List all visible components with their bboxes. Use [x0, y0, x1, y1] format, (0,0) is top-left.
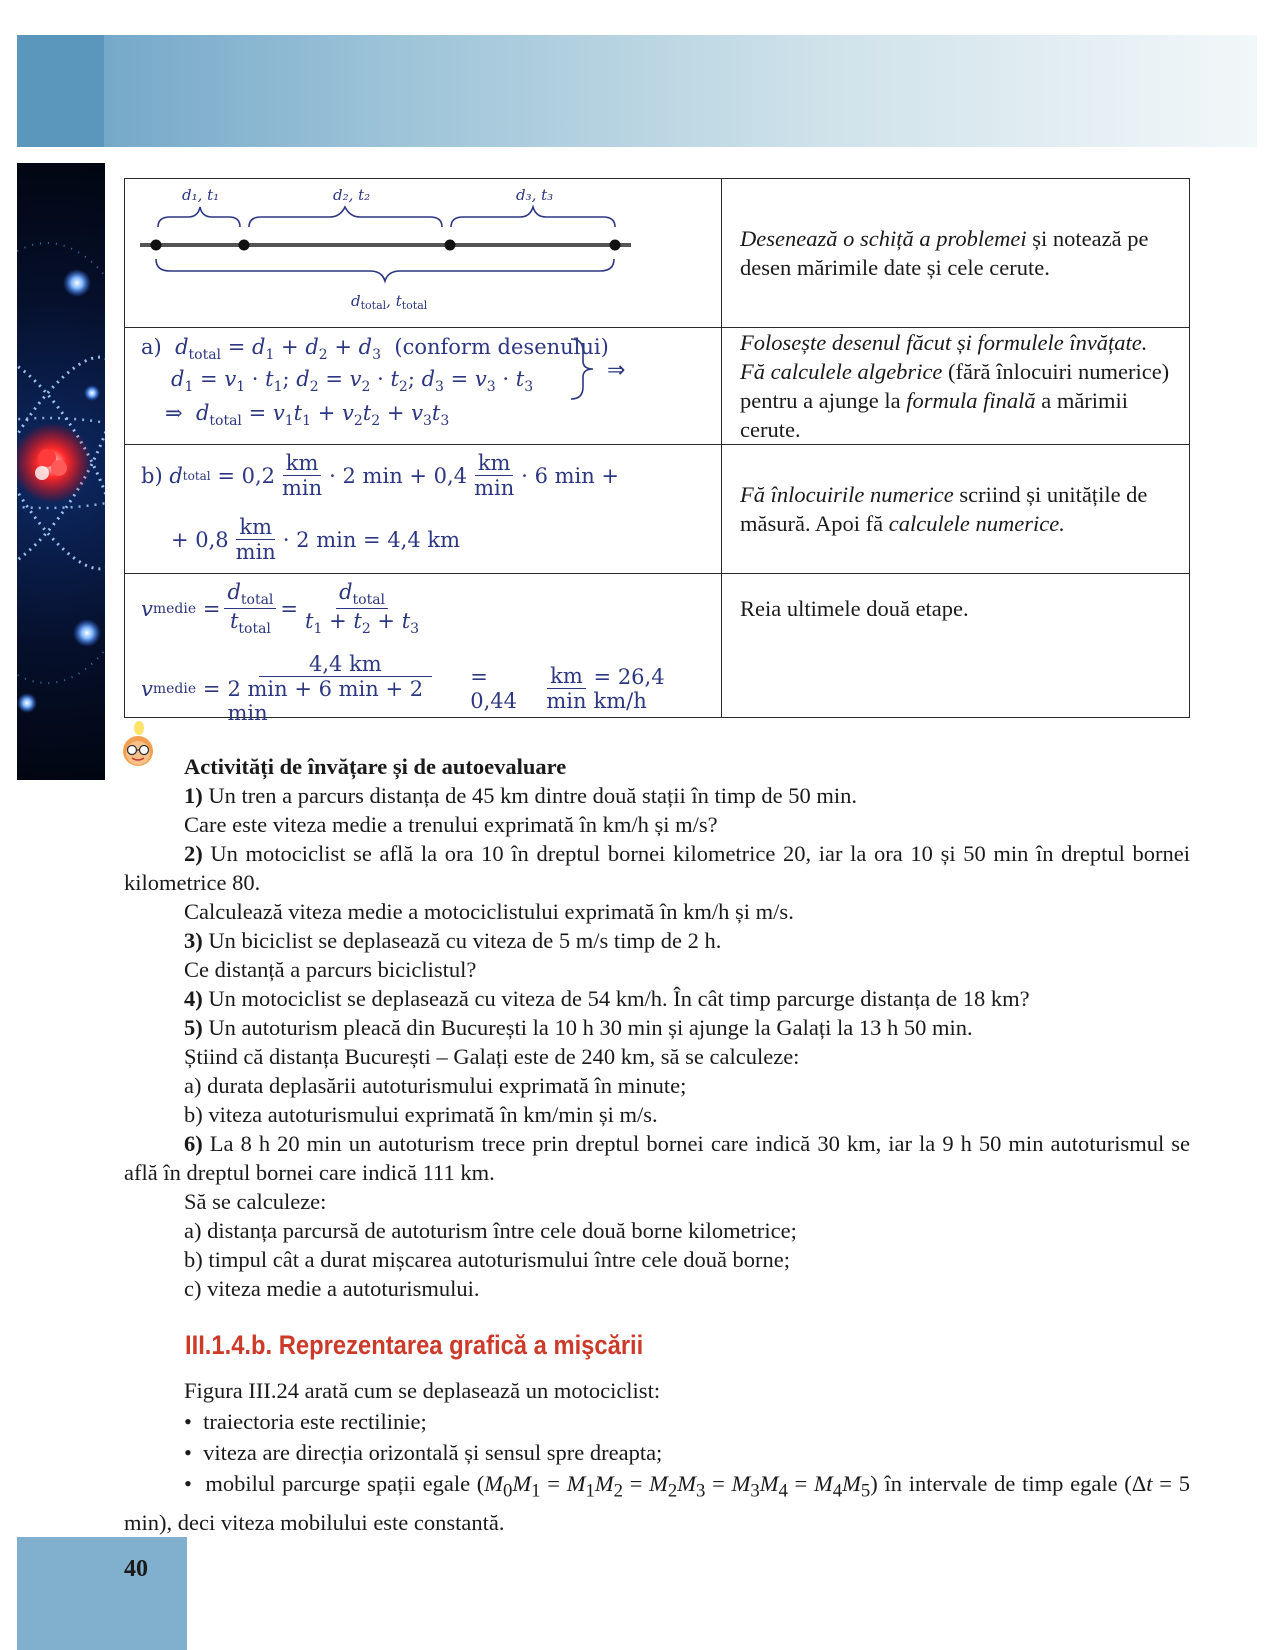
right-brace	[569, 337, 649, 401]
exercise-3: 3) Un biciclist se deplasează cu viteza de 5 m/s timp de 2 h.	[184, 928, 722, 953]
exercise-6-c: c) viteza medie a autoturismului.	[184, 1276, 480, 1301]
exercise-2: 2) Un motociclist se află la ora 10 în dreptul bornei kilometrice 20, iar la ora 10 și 50 min în dreptul bornei kilometrice 80.	[124, 841, 1191, 895]
table-row	[125, 574, 1190, 718]
activities-title: Activități de învățare și de autoevaluare	[184, 754, 567, 779]
exercise-5-given: Știind că distanța București – Galați este de 240 km, să se calculeze:	[184, 1044, 800, 1069]
step-instruction: Folosește desenul făcut și formulele învățate. Fă calculele algebrice (fără înlocuiri numerice) pentru a ajunge la formula finală a mărimii cerute.	[722, 328, 1190, 445]
page-number-box	[17, 1537, 187, 1650]
segment-diagram	[125, 179, 721, 322]
numeric-line-2: + 0,8 $\frac{km}{\min}$ · 2 min = 4,4 km	[171, 515, 461, 565]
segment-1-label: d₁, t₁	[182, 186, 220, 204]
page-number: 40	[124, 1556, 148, 1582]
exercise-6-b: b) timpul cât a durat mișcarea autoturismului între cele două borne;	[184, 1247, 791, 1272]
algebra-cell	[125, 328, 722, 445]
exercise-2-question: Calculează viteza medie a motociclistului exprimată în km/h și m/s.	[184, 899, 794, 924]
exercise-3-question: Ce distanță a parcurs biciclistul?	[184, 957, 477, 982]
graphic-representation-text	[124, 1375, 1190, 1538]
bullet-item: • mobilul parcurge spații egale $(M_0M_1 = M_1M_2 = M_2M_3 = M_3M_4 = M_4M_5)$ în intervale de timp egale (Δt = 5 min), deci viteza mobilului este constantă.	[124, 1471, 1190, 1535]
svg-text:⇒: ⇒	[607, 358, 626, 383]
brace-segment-3	[451, 207, 615, 227]
velocity-cell	[125, 574, 722, 726]
point-3	[610, 240, 621, 251]
header-band	[17, 35, 1257, 147]
algebra-line-3: ⇒ $d_{total} = v_1t_1 + v_2t_2 + v_3t_3$	[165, 401, 450, 429]
activities-section	[124, 752, 1190, 1303]
exercise-5: 5) Un autoturism pleacă din București la 10 h 30 min și ajunge la Galați la 13 h 50 min.	[184, 1015, 973, 1040]
step-instruction: Desenează o schiță a problemei și notează pe desen mărimile date și cele cerute.	[722, 179, 1190, 328]
brace-segment-2	[249, 207, 442, 227]
step-instruction: Fă înlocuirile numerice scriind și unitățile de măsură. Apoi fă calculele numerice.	[722, 445, 1190, 574]
brace-total	[156, 259, 614, 281]
step-instruction: Reia ultimele două etape.	[722, 574, 1190, 718]
atom-illustration	[17, 163, 105, 780]
bullet-item: • viteza are direcția orizontală și sensul spre dreapta;	[184, 1440, 663, 1465]
exercise-5-b: b) viteza autoturismului exprimată în km/min și m/s.	[184, 1102, 658, 1127]
solution-table	[124, 178, 1190, 726]
point-0	[151, 240, 162, 251]
exercise-5-a: a) durata deplasării autoturismului exprimată în minute;	[184, 1073, 687, 1098]
segment-3-label: d₃, t₃	[516, 186, 554, 204]
algebra-line-2: $d_1 = v_1 \cdot t_1$; $d_2 = v_2 \cdot t_2$; $d_3 = v_3 \cdot t_3$	[171, 367, 534, 395]
algebra-line-1: a) $d_{total} = d_1 + d_2 + d_3$ (conform desenului)	[141, 335, 609, 363]
table-row	[125, 179, 1190, 328]
numeric-line-1: b) d total = 0,2 $\frac{km}{\min}$ · 2 min + 0,4 $\frac{km}{\min}$ · 6 min +	[141, 451, 620, 501]
exercise-4: 4) Un motociclist se deplasează cu viteza de 54 km/h. În cât timp parcurge distanța de 18 km?	[184, 986, 1030, 1011]
velocity-formula: v medie = $\frac{d_{total}}{t_{total}}$ = $\frac{d_{total}}{t_1 + t_2 + t_3}$	[141, 580, 420, 638]
brace-segment-1	[158, 207, 240, 227]
bullet-item: • traiectoria este rectilinie;	[184, 1409, 427, 1434]
exercise-6-task: Să se calculeze:	[184, 1189, 327, 1214]
section-title: III.1.4.b. Reprezentarea grafică a mişcării	[185, 1330, 644, 1360]
table-row	[125, 328, 1190, 445]
header-tab	[17, 35, 104, 147]
total-label: $d_{total}$, $t_{total}$	[351, 292, 428, 312]
numeric-cell	[125, 445, 722, 574]
exercise-1: 1) Un tren a parcurs distanța de 45 km dintre două stații în timp de 50 min.	[184, 783, 857, 808]
exercise-6-a: a) distanța parcursă de autoturism între cele două borne kilometrice;	[184, 1218, 797, 1243]
segment-2-label: d₂, t₂	[333, 186, 371, 204]
point-1	[239, 240, 250, 251]
motion-diagram-cell	[125, 179, 722, 328]
point-2	[445, 240, 456, 251]
exercise-6: 6) La 8 h 20 min un autoturism trece prin dreptul bornei care indică 30 km, iar la 9 h 50 min autoturismul se află în dreptul bornei care indică 111 km.	[124, 1131, 1190, 1185]
velocity-numeric: v medie = $\frac{4,4 km}{2 \min + 6 \min + 2 \min}$ = 0,44 $\frac{km}{\min}$ = 26,4 km/h	[141, 652, 665, 726]
intro-text: Figura III.24 arată cum se deplasează un motociclist:	[184, 1378, 661, 1403]
exercise-1-question: Care este viteza medie a trenului exprimată în km/h și m/s?	[184, 812, 718, 837]
table-row	[125, 445, 1190, 574]
